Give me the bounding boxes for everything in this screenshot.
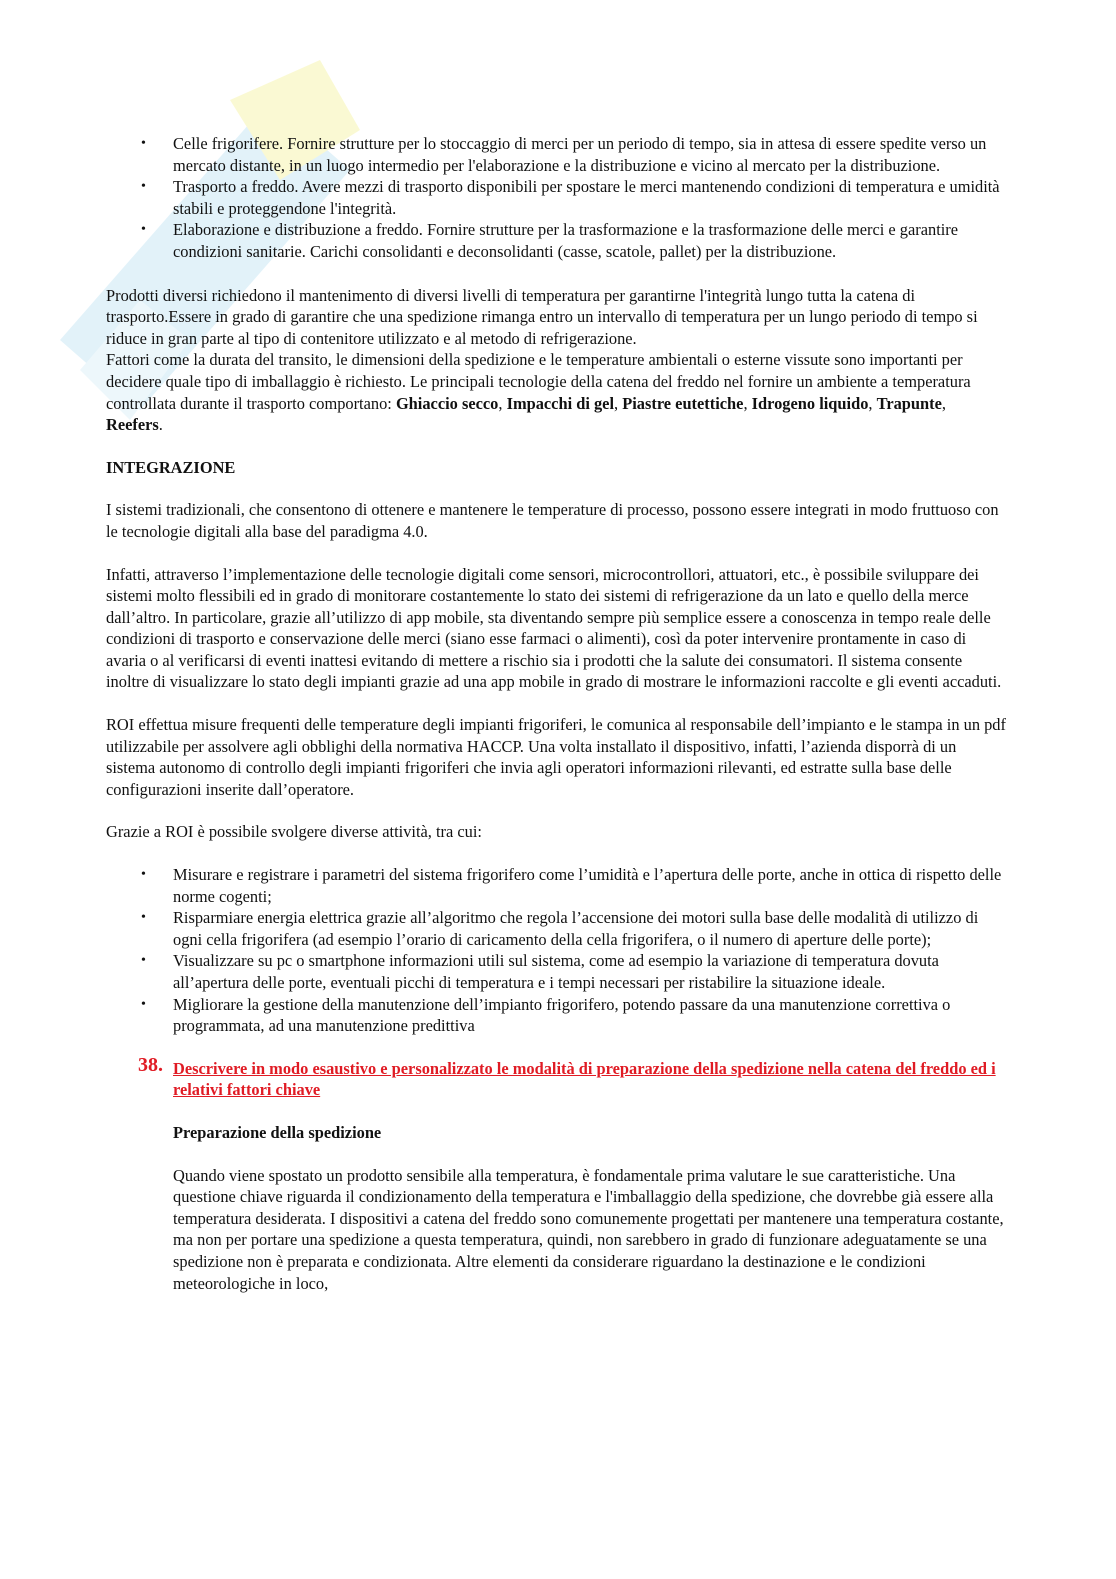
subheading-preparazione: Preparazione della spedizione: [173, 1122, 382, 1142]
paragraph-digital-technologies: Infatti, attraverso l’implementazione delle tecnologie digitali come sensori, microcontrollori, attuatori, etc., è possibile sviluppare dei sistemi molto flessibili ed in grado di monitorare costantemente lo stato dei sistemi di refrigerazione da un lato e quello della merce dall’altro. In particolare, grazie all’utilizzo di app mobile, sta diventando sempre più semplice essere a conoscenza in tempo reale delle condizioni di trasporto e conservazione delle merci (siano esse farmaci o alimenti), così da poter intervenire prontamente in caso di avaria o al verificarsi di eventi inattesi evitando di mettere a rischio sia i prodotti che la salute dei consumatori. Il sistema consente inoltre di visualizzare lo stato degli impianti grazie ad una app mobile in grado di mostrare le informazioni raccolte e gli eventi accaduti.: [106, 564, 1002, 692]
document-page: [106, 133, 1006, 1294]
list-item: • Misurare e registrare i parametri del sistema frigorifero come l’umidità e l’apertura delle porte, anche in ottica di rispetto delle norme cogenti;: [106, 864, 1006, 907]
question-38: [106, 1053, 1006, 1101]
list-item: • Migliorare la gestione della manutenzione dell’impianto frigorifero, potendo passare da una manutenzione correttiva o programmata, ad una manutenzione predittiva: [106, 994, 1006, 1037]
tech-liquid-hydrogen: Idrogeno liquido: [751, 393, 869, 413]
tech-eutectic-plates: Piastre eutettiche: [622, 393, 744, 413]
list-item: • Elaborazione e distribuzione a freddo. Fornire strutture per la trasformazione e la trasformazione delle merci e garantire condizioni sanitarie. Carichi consolidanti e deconsolidanti (casse, scatole, pallet) per la distribuzione.: [106, 219, 1006, 262]
paragraph-preparazione: Quando viene spostato un prodotto sensibile alla temperatura, è fondamentale prima valutare le sue caratteristiche. Una questione chiave riguarda il condizionamento della temperatura e l'imballaggio della spedizione, che dovrebbe già essere alla temperatura desiderata. I dispositivi a catena del freddo sono comunemente progettati per mantenere una temperatura costante, ma non per portare una spedizione a questa temperatura, quindi, non sarebbero in grado di funzionare adeguatamente se una spedizione non è preparata e condizionata. Altre elementi da considerare riguardano la destinazione e le condizioni meteorologiche in loco,: [173, 1165, 1004, 1293]
tech-dry-ice: Ghiaccio secco: [395, 393, 499, 413]
paragraph-roi: ROI effettua misure frequenti delle temperature degli impianti frigoriferi, le comunica al responsabile dell’impianto e le stampa in un pdf utilizzabile per assolvere agli obblighi della normativa HACCP. Una volta installato il dispositivo, infatti, l’azienda disporrà di un sistema autonomo di controllo degli impianti frigoriferi che invia agli operatori informazioni rilevanti, ed estratte sulla base delle configurazioni inserite dall’operatore.: [106, 715, 1006, 799]
tech-quilts: Trapunte: [876, 393, 942, 413]
list-item: • Visualizzare su pc o smartphone informazioni utili sul sistema, come ad esempio la variazione di temperatura dovuta all’apertura delle porte, eventuali picchi di temperatura e i tempi necessari per ristabilire la situazione ideale.: [106, 950, 1006, 993]
roi-activities-list: [106, 864, 1006, 1037]
paragraph-temperature-levels: Prodotti diversi richiedono il mantenimento di diversi livelli di temperatura per garantirne l'integrità lungo tutta la catena di trasporto.Essere in grado di garantire che una spedizione rimanga entro un intervallo di temperatura per un lungo periodo di tempo si riduce in gran parte al tipo di contenitore utilizzato e al metodo di refrigerazione. Fattori come la durata del transito, le dimensioni della spedizione e le temperature ambientali o esterne vissute sono importanti per decidere quale tipo di imballaggio è richiesto. Le principali tecnologie della catena del freddo nel fornire un ambiente a temperatura controllata durante il trasporto comportano: Ghiaccio secco, Impacchi di gel, Piastre eutettiche, Idrogeno liquido, Trapunte, Reefers.: [106, 285, 978, 435]
section-heading-integrazione: INTEGRAZIONE: [106, 457, 236, 477]
question-number: 38.: [138, 1053, 163, 1076]
list-item: • Risparmiare energia elettrica grazie all’algoritmo che regola l’accensione dei motori sulla base delle modalità di utilizzo di ogni cella frigorifera (ad esempio l’orario di caricamento della cella frigorifera, o il numero di aperture delle porte);: [106, 907, 1006, 950]
paragraph-roi-activities: Grazie a ROI è possibile svolgere diverse attività, tra cui:: [106, 822, 482, 842]
paragraph-integrazione: I sistemi tradizionali, che consentono di ottenere e mantenere le temperature di processo, possono essere integrati in modo fruttuoso con le tecnologie digitali alla base del paradigma 4.0.: [106, 500, 999, 541]
question-text: Descrivere in modo esaustivo e personalizzato le modalità di preparazione della spedizione nella catena del freddo ed i relativi fattori chiave: [173, 1058, 996, 1100]
cold-chain-bullet-list: [106, 133, 1006, 263]
list-item: • Trasporto a freddo. Avere mezzi di trasporto disponibili per spostare le merci mantenendo condizioni di temperatura e umidità stabili e proteggendone l'integrità.: [106, 176, 1006, 219]
tech-gel-packs: Impacchi di gel: [506, 393, 615, 413]
tech-reefers: Reefers: [106, 415, 159, 435]
list-item: • Celle frigorifere. Fornire strutture per lo stoccaggio di merci per un periodo di tempo, sia in attesa di essere spedite verso un mercato distante, in un luogo intermedio per l'elaborazione e la distribuzione e vicino al mercato per la distribuzione.: [106, 133, 1006, 176]
